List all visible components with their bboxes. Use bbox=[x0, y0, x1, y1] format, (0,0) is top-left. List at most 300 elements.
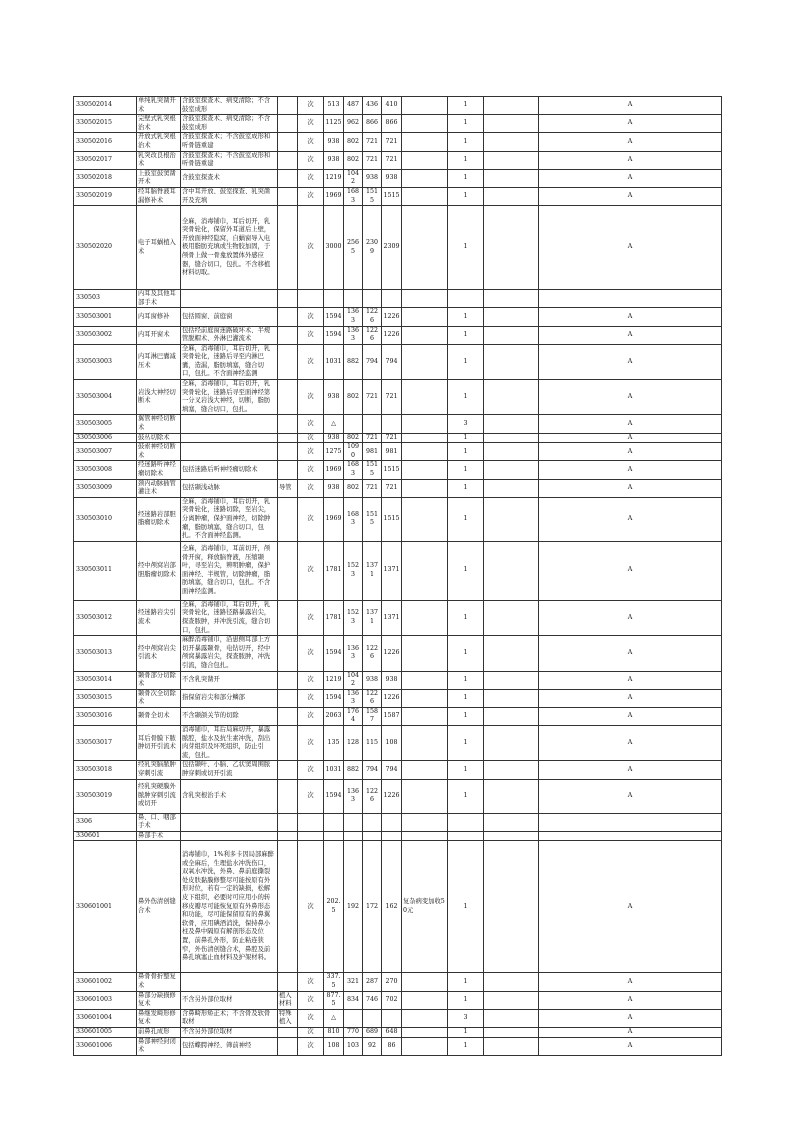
table-row bbox=[74, 433, 722, 443]
cell-content: 指保留岩尖和部分鳞部 bbox=[181, 689, 278, 707]
cell-price-3: 1515 bbox=[363, 187, 382, 205]
cell-price-3: 938 bbox=[363, 169, 382, 187]
cell-price-2: 103 bbox=[344, 1037, 363, 1055]
cell-level: 1 bbox=[448, 973, 484, 991]
cell-class: A bbox=[539, 433, 722, 443]
cell-exclusion bbox=[278, 97, 298, 115]
cell-price-2: 834 bbox=[344, 991, 363, 1009]
cell-price-1: 1969 bbox=[324, 187, 344, 205]
cell-price-1: 1594 bbox=[324, 308, 344, 326]
cell-name: 经迷路岩尖引流术 bbox=[137, 600, 181, 635]
cell-content: 含鼓室探查术；不含鼓室成形和听骨链重建 bbox=[181, 151, 278, 169]
cell-exclusion bbox=[278, 290, 298, 308]
cell-price-3 bbox=[363, 1009, 382, 1027]
cell-price-1: 938 bbox=[324, 380, 344, 415]
cell-code: 330502020 bbox=[74, 206, 137, 290]
cell-exclusion bbox=[278, 151, 298, 169]
cell-price-2: 128 bbox=[344, 726, 363, 761]
cell-name: 单纯乳突凿开术 bbox=[137, 97, 181, 115]
cell-price-1: 2063 bbox=[324, 707, 344, 725]
cell-price-3: 721 bbox=[363, 380, 382, 415]
cell-blank bbox=[484, 1037, 539, 1055]
cell-level: 1 bbox=[448, 151, 484, 169]
cell-price-1: △ bbox=[324, 415, 344, 433]
cell-class: A bbox=[539, 97, 722, 115]
cell-price-1: 108 bbox=[324, 1037, 344, 1055]
cell-class: A bbox=[539, 461, 722, 479]
cell-price-4: 1371 bbox=[382, 600, 402, 635]
cell-exclusion bbox=[278, 206, 298, 290]
cell-price-3: 1226 bbox=[363, 636, 382, 671]
cell-name: 鼻部手术 bbox=[137, 831, 181, 841]
cell-price-3: 172 bbox=[363, 841, 382, 973]
cell-price-1: 1969 bbox=[324, 461, 344, 479]
cell-exclusion bbox=[278, 433, 298, 443]
cell-price-2: 1683 bbox=[344, 187, 363, 205]
cell-price-4: 721 bbox=[382, 151, 402, 169]
cell-price-1: 1275 bbox=[324, 443, 344, 461]
cell-unit: 次 bbox=[298, 115, 324, 133]
cell-note bbox=[402, 443, 448, 461]
cell-price-3: 1226 bbox=[363, 326, 382, 344]
cell-blank bbox=[484, 671, 539, 689]
cell-price-2: 1363 bbox=[344, 689, 363, 707]
cell-name: 颞骨部分切除术 bbox=[137, 671, 181, 689]
cell-level: 3 bbox=[448, 1009, 484, 1027]
cell-price-4: 1226 bbox=[382, 636, 402, 671]
cell-price-4: 1515 bbox=[382, 497, 402, 541]
cell-name: 开放式乳突根治术 bbox=[137, 133, 181, 151]
cell-price-2: 802 bbox=[344, 433, 363, 443]
cell-blank bbox=[484, 433, 539, 443]
cell-class: A bbox=[539, 841, 722, 973]
cell-name: 乳突改良根治术 bbox=[137, 151, 181, 169]
cell-blank bbox=[484, 415, 539, 433]
cell-price-2 bbox=[344, 1009, 363, 1027]
cell-level: 1 bbox=[448, 479, 484, 497]
cell-unit: 次 bbox=[298, 600, 324, 635]
cell-note bbox=[402, 290, 448, 308]
cell-content bbox=[181, 433, 278, 443]
cell-price-3: 1226 bbox=[363, 308, 382, 326]
cell-class: A bbox=[539, 308, 722, 326]
cell-unit: 次 bbox=[298, 443, 324, 461]
cell-price-3: 981 bbox=[363, 443, 382, 461]
cell-price-2: 1363 bbox=[344, 326, 363, 344]
cell-code: 330601 bbox=[74, 831, 137, 841]
table-row bbox=[74, 133, 722, 151]
cell-price-2 bbox=[344, 290, 363, 308]
cell-level: 1 bbox=[448, 97, 484, 115]
cell-blank bbox=[484, 461, 539, 479]
cell-blank bbox=[484, 1027, 539, 1037]
cell-price-4: 1515 bbox=[382, 187, 402, 205]
cell-content: 包括迷路后听神经瘤切除术 bbox=[181, 461, 278, 479]
cell-price-1: 1219 bbox=[324, 169, 344, 187]
cell-code: 330503016 bbox=[74, 707, 137, 725]
cell-level: 1 bbox=[448, 541, 484, 600]
cell-content: 麻醉消毒铺巾，沿患侧耳部上方切开暴露颞骨，电钻切开，经中颅窝暴露岩尖，探查脓肿，冲洗引流，缝合包扎。 bbox=[181, 636, 278, 671]
cell-code: 330503007 bbox=[74, 443, 137, 461]
cell-price-3: 92 bbox=[363, 1037, 382, 1055]
table-row bbox=[74, 479, 722, 497]
cell-unit: 次 bbox=[298, 169, 324, 187]
cell-class: A bbox=[539, 689, 722, 707]
cell-level: 1 bbox=[448, 841, 484, 973]
cell-price-1: 1594 bbox=[324, 689, 344, 707]
cell-price-2: 802 bbox=[344, 133, 363, 151]
cell-code: 330502016 bbox=[74, 133, 137, 151]
cell-name: 经乳突脑脓肿穿刺引流 bbox=[137, 761, 181, 779]
cell-note bbox=[402, 726, 448, 761]
cell-content: 消毒铺巾，耳后局麻切开，暴露脓腔，盐水及抗生素冲洗，刮出肉芽组织及坏死组织，防止引流，包扎。 bbox=[181, 726, 278, 761]
cell-exclusion bbox=[278, 600, 298, 635]
cell-note bbox=[402, 600, 448, 635]
cell-price-2: 802 bbox=[344, 479, 363, 497]
cell-level bbox=[448, 813, 484, 831]
cell-name: 经中颅窝岩尖引流术 bbox=[137, 636, 181, 671]
cell-price-4: 86 bbox=[382, 1037, 402, 1055]
cell-price-3: 1226 bbox=[363, 779, 382, 813]
cell-price-1: 938 bbox=[324, 479, 344, 497]
cell-level: 1 bbox=[448, 326, 484, 344]
cell-price-4: 702 bbox=[382, 991, 402, 1009]
cell-note bbox=[402, 115, 448, 133]
cell-exclusion bbox=[278, 707, 298, 725]
table-row bbox=[74, 151, 722, 169]
cell-note bbox=[402, 707, 448, 725]
cell-name: 鼓丛切除术 bbox=[137, 433, 181, 443]
cell-price-4: 1587 bbox=[382, 707, 402, 725]
cell-level: 1 bbox=[448, 761, 484, 779]
cell-price-1: 202.5 bbox=[324, 841, 344, 973]
cell-code: 330601003 bbox=[74, 991, 137, 1009]
cell-price-2: 1523 bbox=[344, 541, 363, 600]
cell-price-2: 1764 bbox=[344, 707, 363, 725]
cell-content: 包括经前庭窗迷路破坏术、半规管脱帽术、外淋巴灌流术 bbox=[181, 326, 278, 344]
cell-name: 岩浅大神经切断术 bbox=[137, 380, 181, 415]
cell-blank bbox=[484, 97, 539, 115]
cell-price-2: 802 bbox=[344, 380, 363, 415]
cell-content: 消毒铺巾，1%利多卡因局部麻醉或全麻后，生理盐水冲洗伤口，双氧水冲洗，外鼻、鼻前庭撕裂处皮肤黏膜修整尽可能按原有外形对位，若有一定的缺损，松解皮下组织，必要时可应用小的转移皮瓣尽可能恢复原有外鼻形态和功能，尽可能保留原有的鼻翼软骨，应用碘酒消洗，保持鼻小柱及鼻中隔原有解剖形态及位置，前鼻孔外形，防止粘连狭窄，外伤清创缝合术，鼻腔及前鼻孔填塞止血材料及护架材料。 bbox=[181, 841, 278, 973]
cell-price-2: 962 bbox=[344, 115, 363, 133]
cell-unit: 次 bbox=[298, 479, 324, 497]
cell-price-4: 2309 bbox=[382, 206, 402, 290]
cell-level: 1 bbox=[448, 133, 484, 151]
table-row bbox=[74, 497, 722, 541]
cell-content: 含鼓室探查术 bbox=[181, 169, 278, 187]
cell-blank bbox=[484, 380, 539, 415]
table-row bbox=[74, 726, 722, 761]
cell-exclusion: 植入材料 bbox=[278, 991, 298, 1009]
cell-content: 全麻，消毒铺巾，耳后切开，乳突骨轮化，迷路后寻至内淋巴囊，造漏，脂肪填塞，缝合切口，包扎。不含面神经监测 bbox=[181, 344, 278, 379]
cell-unit: 次 bbox=[298, 433, 324, 443]
cell-level: 1 bbox=[448, 636, 484, 671]
table-row bbox=[74, 831, 722, 841]
cell-unit: 次 bbox=[298, 461, 324, 479]
cell-unit: 次 bbox=[298, 97, 324, 115]
cell-class: A bbox=[539, 443, 722, 461]
cell-price-4: 866 bbox=[382, 115, 402, 133]
cell-price-2: 802 bbox=[344, 151, 363, 169]
cell-blank bbox=[484, 1009, 539, 1027]
cell-note bbox=[402, 169, 448, 187]
cell-name: 内耳窗修补 bbox=[137, 308, 181, 326]
cell-content: 含鼓室探查术、病变清除；不含鼓室成形 bbox=[181, 115, 278, 133]
cell-class bbox=[539, 290, 722, 308]
cell-price-4: 270 bbox=[382, 973, 402, 991]
cell-price-1: 938 bbox=[324, 433, 344, 443]
cell-price-2: 882 bbox=[344, 761, 363, 779]
table-row bbox=[74, 169, 722, 187]
cell-price-3: 1226 bbox=[363, 689, 382, 707]
cell-level bbox=[448, 290, 484, 308]
cell-unit: 次 bbox=[298, 707, 324, 725]
cell-price-1: 135 bbox=[324, 726, 344, 761]
cell-price-1 bbox=[324, 831, 344, 841]
cell-content: 含中耳开放、鼓室探查、乳突凿开及充填 bbox=[181, 187, 278, 205]
cell-code: 330503013 bbox=[74, 636, 137, 671]
cell-code: 330503012 bbox=[74, 600, 137, 635]
table-row bbox=[74, 415, 722, 433]
cell-note bbox=[402, 671, 448, 689]
cell-price-1: 1219 bbox=[324, 671, 344, 689]
cell-exclusion bbox=[278, 133, 298, 151]
cell-price-1: 1594 bbox=[324, 326, 344, 344]
cell-price-2: 487 bbox=[344, 97, 363, 115]
table-row bbox=[74, 290, 722, 308]
cell-exclusion bbox=[278, 973, 298, 991]
table-row bbox=[74, 636, 722, 671]
cell-blank bbox=[484, 813, 539, 831]
cell-content: 全麻，消毒铺巾，耳后切开，乳突骨轮化，保留外耳道后上壁，开放面神经隐窝，自蜗窗导入电极用脂肪充填或生物胶加固，于颅骨上做一骨龛放置体外感应器，缝合切口，包扎。不含移植材料切取。 bbox=[181, 206, 278, 290]
cell-note bbox=[402, 461, 448, 479]
cell-price-1: 3000 bbox=[324, 206, 344, 290]
cell-class: A bbox=[539, 380, 722, 415]
cell-content: 含鼓室探查术、病变清除；不含鼓室成形 bbox=[181, 97, 278, 115]
cell-unit: 次 bbox=[298, 991, 324, 1009]
cell-price-3 bbox=[363, 290, 382, 308]
cell-blank bbox=[484, 133, 539, 151]
cell-note bbox=[402, 1009, 448, 1027]
cell-price-4: 162 bbox=[382, 841, 402, 973]
cell-code: 330503014 bbox=[74, 671, 137, 689]
cell-level: 1 bbox=[448, 169, 484, 187]
cell-price-4: 1226 bbox=[382, 326, 402, 344]
cell-code: 330503003 bbox=[74, 344, 137, 379]
cell-price-2: 1042 bbox=[344, 169, 363, 187]
cell-price-3: 794 bbox=[363, 761, 382, 779]
cell-content bbox=[181, 415, 278, 433]
cell-note bbox=[402, 97, 448, 115]
cell-unit: 次 bbox=[298, 726, 324, 761]
table-row bbox=[74, 326, 722, 344]
cell-name: 鼻继发畸形修复术 bbox=[137, 1009, 181, 1027]
cell-exclusion bbox=[278, 841, 298, 973]
cell-class: A bbox=[539, 1027, 722, 1037]
cell-class: A bbox=[539, 707, 722, 725]
cell-price-4: 648 bbox=[382, 1027, 402, 1037]
cell-note bbox=[402, 433, 448, 443]
cell-class: A bbox=[539, 415, 722, 433]
cell-price-1: △ bbox=[324, 1009, 344, 1027]
cell-content bbox=[181, 813, 278, 831]
cell-code: 330503009 bbox=[74, 479, 137, 497]
cell-blank bbox=[484, 344, 539, 379]
table-row bbox=[74, 813, 722, 831]
cell-note bbox=[402, 187, 448, 205]
cell-code: 330601006 bbox=[74, 1037, 137, 1055]
cell-blank bbox=[484, 831, 539, 841]
cell-blank bbox=[484, 726, 539, 761]
cell-exclusion bbox=[278, 344, 298, 379]
table-row bbox=[74, 1027, 722, 1037]
cell-name: 翼管神经切断术 bbox=[137, 415, 181, 433]
cell-exclusion bbox=[278, 380, 298, 415]
cell-code: 330503018 bbox=[74, 761, 137, 779]
cell-price-4: 794 bbox=[382, 344, 402, 379]
cell-price-4: 721 bbox=[382, 133, 402, 151]
cell-name: 鼻部分缺损修复术 bbox=[137, 991, 181, 1009]
cell-content: 包括圆窗、前庭窗 bbox=[181, 308, 278, 326]
cell-unit: 次 bbox=[298, 308, 324, 326]
cell-unit: 次 bbox=[298, 497, 324, 541]
cell-blank bbox=[484, 187, 539, 205]
cell-code: 330502017 bbox=[74, 151, 137, 169]
cell-price-2: 770 bbox=[344, 1027, 363, 1037]
cell-unit: 次 bbox=[298, 206, 324, 290]
cell-name: 颞骨次全切除术 bbox=[137, 689, 181, 707]
cell-exclusion bbox=[278, 1037, 298, 1055]
cell-code: 330503015 bbox=[74, 689, 137, 707]
cell-note: 复杂病变加收50元 bbox=[402, 841, 448, 973]
cell-price-3: 436 bbox=[363, 97, 382, 115]
cell-exclusion bbox=[278, 761, 298, 779]
cell-unit: 次 bbox=[298, 541, 324, 600]
cell-exclusion bbox=[278, 115, 298, 133]
cell-price-2: 2565 bbox=[344, 206, 363, 290]
cell-class: A bbox=[539, 497, 722, 541]
cell-unit: 次 bbox=[298, 973, 324, 991]
cell-price-3: 1371 bbox=[363, 600, 382, 635]
fee-table bbox=[73, 96, 722, 1056]
cell-level: 1 bbox=[448, 380, 484, 415]
cell-code: 330502014 bbox=[74, 97, 137, 115]
cell-unit: 次 bbox=[298, 636, 324, 671]
cell-exclusion bbox=[278, 726, 298, 761]
cell-note bbox=[402, 973, 448, 991]
cell-level: 1 bbox=[448, 671, 484, 689]
cell-code: 330502018 bbox=[74, 169, 137, 187]
cell-level: 1 bbox=[448, 1027, 484, 1037]
cell-price-1: 1969 bbox=[324, 497, 344, 541]
cell-price-3: 721 bbox=[363, 133, 382, 151]
cell-class: A bbox=[539, 187, 722, 205]
cell-code: 330503010 bbox=[74, 497, 137, 541]
cell-note bbox=[402, 779, 448, 813]
cell-content bbox=[181, 831, 278, 841]
cell-name: 鼻、口、咽部手术 bbox=[137, 813, 181, 831]
cell-name: 内耳及其他耳部手术 bbox=[137, 290, 181, 308]
cell-price-2: 1523 bbox=[344, 600, 363, 635]
cell-level: 1 bbox=[448, 726, 484, 761]
cell-level: 1 bbox=[448, 991, 484, 1009]
cell-price-4: 1226 bbox=[382, 779, 402, 813]
cell-exclusion bbox=[278, 415, 298, 433]
cell-class: A bbox=[539, 600, 722, 635]
cell-content bbox=[181, 443, 278, 461]
table-row bbox=[74, 380, 722, 415]
cell-level: 1 bbox=[448, 443, 484, 461]
cell-class: A bbox=[539, 726, 722, 761]
table-row bbox=[74, 1009, 722, 1027]
cell-note bbox=[402, 1037, 448, 1055]
cell-price-2: 1363 bbox=[344, 636, 363, 671]
cell-price-1: 1594 bbox=[324, 779, 344, 813]
cell-exclusion bbox=[278, 636, 298, 671]
cell-content: 不含颞颌关节的切除 bbox=[181, 707, 278, 725]
cell-code: 330503001 bbox=[74, 308, 137, 326]
cell-level bbox=[448, 831, 484, 841]
cell-price-3: 1515 bbox=[363, 497, 382, 541]
cell-unit: 次 bbox=[298, 841, 324, 973]
cell-note bbox=[402, 991, 448, 1009]
cell-code: 330503006 bbox=[74, 433, 137, 443]
cell-price-4: 794 bbox=[382, 761, 402, 779]
cell-content: 含乳突根治手术 bbox=[181, 779, 278, 813]
cell-price-1: 938 bbox=[324, 151, 344, 169]
cell-note bbox=[402, 479, 448, 497]
cell-level: 1 bbox=[448, 308, 484, 326]
table-row bbox=[74, 600, 722, 635]
cell-code: 330503017 bbox=[74, 726, 137, 761]
cell-price-3: 2309 bbox=[363, 206, 382, 290]
cell-note bbox=[402, 813, 448, 831]
cell-exclusion bbox=[278, 689, 298, 707]
cell-note bbox=[402, 133, 448, 151]
table-row bbox=[74, 671, 722, 689]
cell-class: A bbox=[539, 206, 722, 290]
cell-price-3: 1515 bbox=[363, 461, 382, 479]
cell-content: 含鼻畸形矫正术；不含骨及软骨取材 bbox=[181, 1009, 278, 1027]
cell-price-4: 1226 bbox=[382, 689, 402, 707]
cell-blank bbox=[484, 290, 539, 308]
cell-name: 电子耳蜗植入术 bbox=[137, 206, 181, 290]
cell-price-3: 1371 bbox=[363, 541, 382, 600]
cell-blank bbox=[484, 689, 539, 707]
cell-price-2 bbox=[344, 831, 363, 841]
cell-content: 不含乳突凿开 bbox=[181, 671, 278, 689]
cell-exclusion bbox=[278, 461, 298, 479]
table-row bbox=[74, 973, 722, 991]
cell-exclusion bbox=[278, 497, 298, 541]
cell-price-3: 721 bbox=[363, 433, 382, 443]
cell-name: 鼻外伤清创缝合术 bbox=[137, 841, 181, 973]
cell-price-2: 882 bbox=[344, 344, 363, 379]
cell-class: A bbox=[539, 671, 722, 689]
cell-content: 全麻，消毒铺巾，耳后切开，乳突骨轮化，迷路径路暴露岩尖，探查脓肿，并冲洗引流，缝合切口，包扎。 bbox=[181, 600, 278, 635]
cell-exclusion bbox=[278, 671, 298, 689]
cell-code: 330601001 bbox=[74, 841, 137, 973]
cell-price-2: 1683 bbox=[344, 497, 363, 541]
cell-exclusion bbox=[278, 831, 298, 841]
cell-code: 330503008 bbox=[74, 461, 137, 479]
cell-unit: 次 bbox=[298, 671, 324, 689]
cell-unit: 次 bbox=[298, 1027, 324, 1037]
cell-unit: 次 bbox=[298, 344, 324, 379]
cell-price-3: 938 bbox=[363, 671, 382, 689]
cell-blank bbox=[484, 636, 539, 671]
